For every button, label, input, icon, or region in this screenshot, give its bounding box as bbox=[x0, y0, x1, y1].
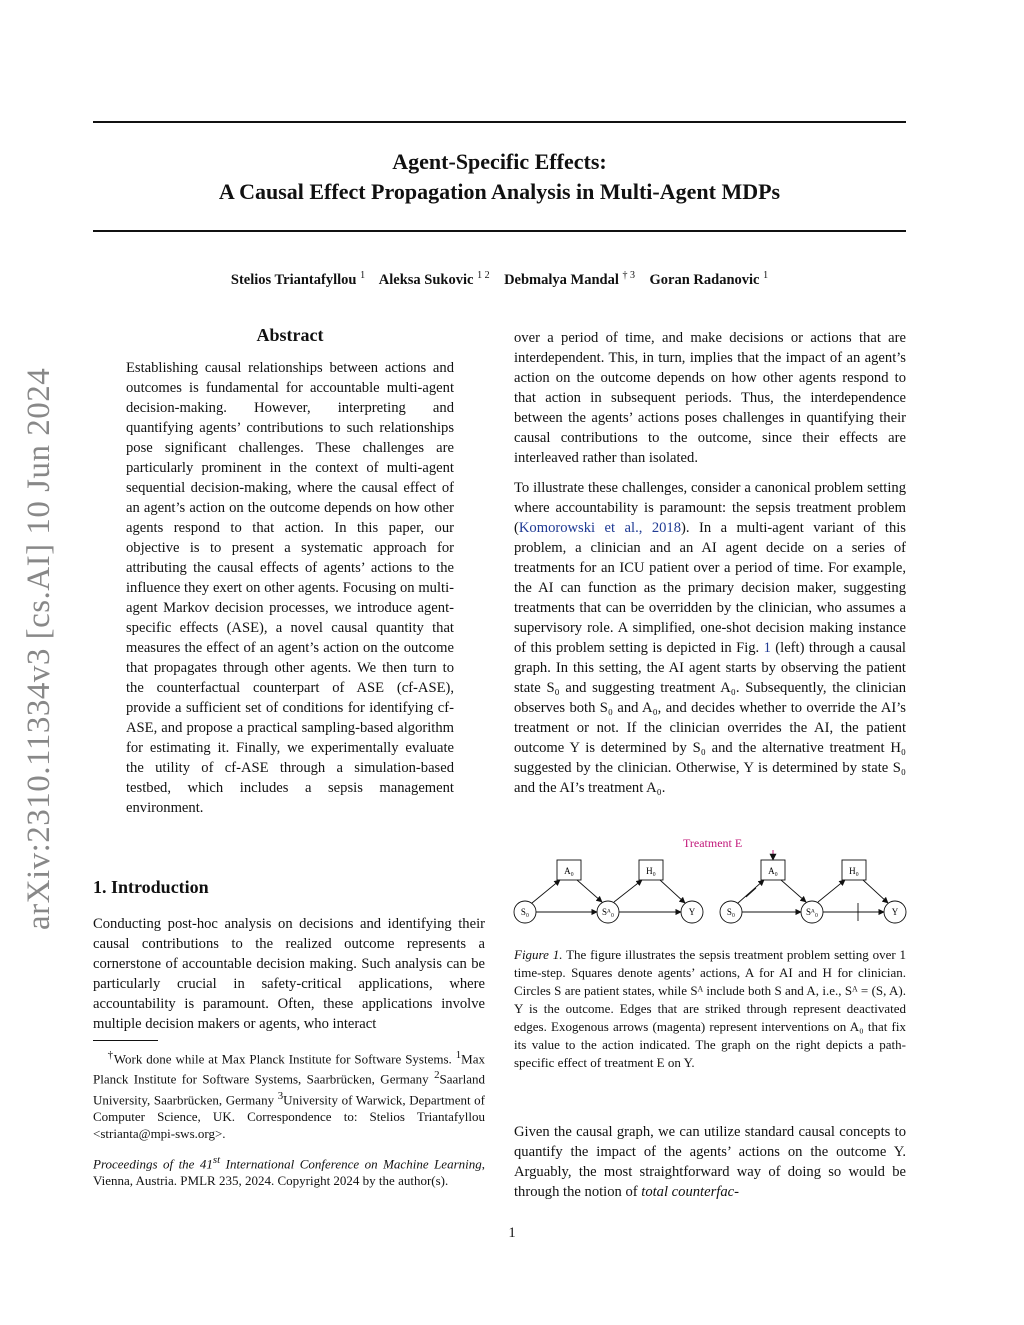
proceedings-details: , Vienna, Austria. PMLR 235, 2024. Copyright 2024 by the author(s). bbox=[93, 1156, 485, 1189]
edge-sa-h0 bbox=[818, 880, 845, 902]
deactivated-edge-strike bbox=[746, 888, 756, 897]
text-span: ). In a multi-agent variant of this problem, a clinician and an AI agent decide on a series of treatments for an ICU patient over a period of time. For example, the AI can function as the primary decision maker, suggesting treatments that can be overridden by the clinician, who assumes a supervisory role. A simplified, one-shot decision making instance of this problem setting is depicted in Fig. bbox=[514, 520, 906, 656]
proceedings-note bbox=[93, 1152, 485, 1189]
footnote bbox=[93, 1047, 485, 1142]
arxiv-sidebar-id: arXiv:2310.11334v3 [cs.AI] 10 Jun 2024 bbox=[21, 367, 57, 930]
paragraph-text bbox=[514, 1122, 906, 1202]
author-affiliation: 1 2 bbox=[477, 270, 490, 281]
figure-caption bbox=[514, 946, 906, 1072]
node-label: Y bbox=[891, 907, 899, 917]
author-affiliation: † 3 bbox=[622, 270, 635, 281]
author-name: Goran Radanovic bbox=[649, 271, 760, 288]
node-label: H₀ bbox=[849, 866, 859, 876]
node-label: Sᴬ₀ bbox=[806, 907, 818, 917]
abstract-heading: Abstract bbox=[256, 325, 324, 345]
abstract-paragraph: Establishing causal relationships between actions and outcomes is fundamental for accountable multi-agent decision-making. However, interpreting and quantifying agents’ contributions to such relationships pose significant challenges. These challenges are particularly prominent in the context of multi-agent sequential decision-making, where the causal effect of an agent’s action on the outcome depends on how other agents respond to that action. In this paper, our objective is to present a systematic approach for attributing the causal effects of agents’ actions to the influence they exert on other agents. Focusing on multi-agent Markov decision processes, we introduce agent-specific effects (ASE), a novel causal quantity that measures the effect of an agent’s action on the outcome that propagates through other agents. We then turn to the counterfactual counterpart of ASE (cf-ASE), provide a sufficient set of conditions for identifying cf-ASE, and propose a practical sampling-based algorithm for estimating it. Finally, we experimentally evaluate the utility of cf-ASE through a simulation-based testbed, which includes a sepsis management environment. bbox=[126, 360, 454, 816]
footnote-rule bbox=[93, 1040, 158, 1041]
footnote-affiliation-3: University of Warwick, Department of Computer Science, UK. Correspondence to: Stelios Triantafyllou <strianta@mpi-sws.org>. bbox=[93, 1091, 486, 1141]
footnote-text bbox=[93, 1047, 485, 1142]
introduction-text bbox=[93, 914, 485, 1034]
text-span-italic: total counterfac- bbox=[641, 1184, 739, 1200]
edge-h0-y bbox=[863, 880, 888, 903]
proceedings-ordinal: st bbox=[212, 1154, 221, 1166]
right-graph bbox=[720, 850, 906, 923]
right-paragraph-3 bbox=[514, 1122, 906, 1202]
title-line-2: A Causal Effect Propagation Analysis in Multi-Agent MDPs bbox=[218, 179, 781, 204]
edge-s0-a0 bbox=[532, 880, 560, 903]
caption-text bbox=[514, 946, 906, 1072]
author-name: Stelios Triantafyllou bbox=[230, 271, 357, 288]
left-graph bbox=[514, 860, 703, 923]
footnote-mark: 1 bbox=[455, 1049, 462, 1061]
footnote-affiliation-1: Max Planck Institute for Software Systems, Saarbrücken, Germany bbox=[93, 1051, 486, 1087]
proceedings-text bbox=[93, 1152, 485, 1189]
introduction-paragraph: Conducting post-hoc analysis on decisions and identifying their causal contributions to the realized outcome represents a cornerstone of accountable decision making. Such analysis can be particularly crucial in safety-critical applications, where accountability is paramount. Often, these applications involve multiple decision makers or agents, who interact bbox=[93, 916, 485, 1032]
footnote-affiliation-2: Saarland University, Saarbrücken, Germany bbox=[93, 1071, 485, 1107]
abstract-text bbox=[126, 358, 454, 818]
node-label: H₀ bbox=[646, 866, 656, 876]
paragraph-text: over a period of time, and make decisions or actions that are interdependent. This, in turn, implies that the impact of an agent’s action on the outcome depends on how other agents respond to that action in subsequent periods. Thus, the interdependence between the agents’ actions poses challenges in quantifying their causal contributions to the outcome, since their effects are interleaved rather than isolated. bbox=[514, 330, 906, 466]
author-affiliation: 1 bbox=[763, 270, 769, 281]
node-label: A₀ bbox=[768, 866, 778, 876]
page-number: 1 bbox=[508, 1225, 516, 1241]
right-paragraph-1 bbox=[514, 328, 906, 468]
paper-title bbox=[93, 147, 906, 207]
caption-body: The figure illustrates the sepsis treatment problem setting over 1 time-step. Squares denote agents’ actions, A for AI and H for clinician. Circles S are patient states, while Sᴬ include both S and A, i.e., Sᴬ = (S, A). Y is the outcome. Edges that are striked through represent deactivated edges. Exogenous arrows (magenta) represent interventions on A₀ that fix its value to the action indicated. The graph on the right depicts a path-specific effect of treatment E on Y. bbox=[514, 947, 906, 1070]
author-affiliation: 1 bbox=[360, 270, 366, 281]
edge-s0-a0 bbox=[738, 880, 764, 903]
edge-sa-h0 bbox=[614, 880, 642, 902]
text-span: To illustrate these challenges, consider a canonical problem setting where accountability is paramount: the sepsis treatment problem ( bbox=[514, 480, 906, 536]
edge-a0-sa bbox=[781, 880, 806, 902]
treatment-label: Treatment E bbox=[683, 836, 743, 850]
edge-a0-sa bbox=[577, 880, 602, 902]
proceedings-venue-rest: International Conference on Machine Learning bbox=[220, 1156, 482, 1172]
title-line-1: Agent-Specific Effects: bbox=[392, 149, 607, 174]
node-label: Y bbox=[688, 907, 696, 917]
section-heading-introduction: 1. Introduction bbox=[93, 877, 209, 897]
author-name: Aleksa Sukovic bbox=[378, 271, 474, 288]
title-bottom-rule bbox=[93, 230, 906, 232]
footnote-mark: 3 bbox=[277, 1089, 284, 1102]
right-paragraph-2 bbox=[514, 478, 906, 798]
caption-label: Figure 1. bbox=[514, 947, 563, 962]
citation-link[interactable]: Komorowski et al., 2018 bbox=[518, 520, 682, 536]
footnote-mark: † bbox=[107, 1049, 114, 1061]
text-span: Given the causal graph, we can utilize standard causal concepts to quantify the impact of the agents’ actions on the outcome Y. Arguably, the most straightforward way of doing so would be through the notion of bbox=[514, 1124, 906, 1200]
edge-h0-y bbox=[660, 880, 685, 903]
proceedings-venue: Proceedings of the 41 bbox=[93, 1156, 213, 1172]
text-span: (left) through a causal graph. In this setting, the AI agent starts by observing the patient state S₀ and suggesting treatment A₀. Subsequently, the clinician observes both S₀ and A₀, and decides whether to override the AI’s treatment or not. If the clinician overrides the AI, the patient outcome Y is determined by S₀ and the alternative treatment H₀ suggested by the clinician. Otherwise, Y is determined by state S₀ and the AI’s treatment A₀. bbox=[514, 640, 906, 796]
title-top-rule bbox=[93, 121, 906, 123]
node-label: S₀ bbox=[520, 907, 530, 917]
paragraph-text bbox=[514, 478, 906, 798]
node-label: A₀ bbox=[564, 866, 574, 876]
author-name: Debmalya Mandal bbox=[504, 271, 619, 288]
node-label: S₀ bbox=[726, 907, 736, 917]
causal-graph-figure bbox=[510, 832, 910, 932]
footnote-mark: 2 bbox=[434, 1069, 440, 1082]
node-label: Sᴬ₀ bbox=[602, 907, 614, 917]
figure-ref-link[interactable]: 1 bbox=[763, 640, 771, 656]
author-list bbox=[93, 270, 906, 289]
footnote-work-note: Work done while at Max Planck Institute for Software Systems. bbox=[113, 1051, 452, 1067]
